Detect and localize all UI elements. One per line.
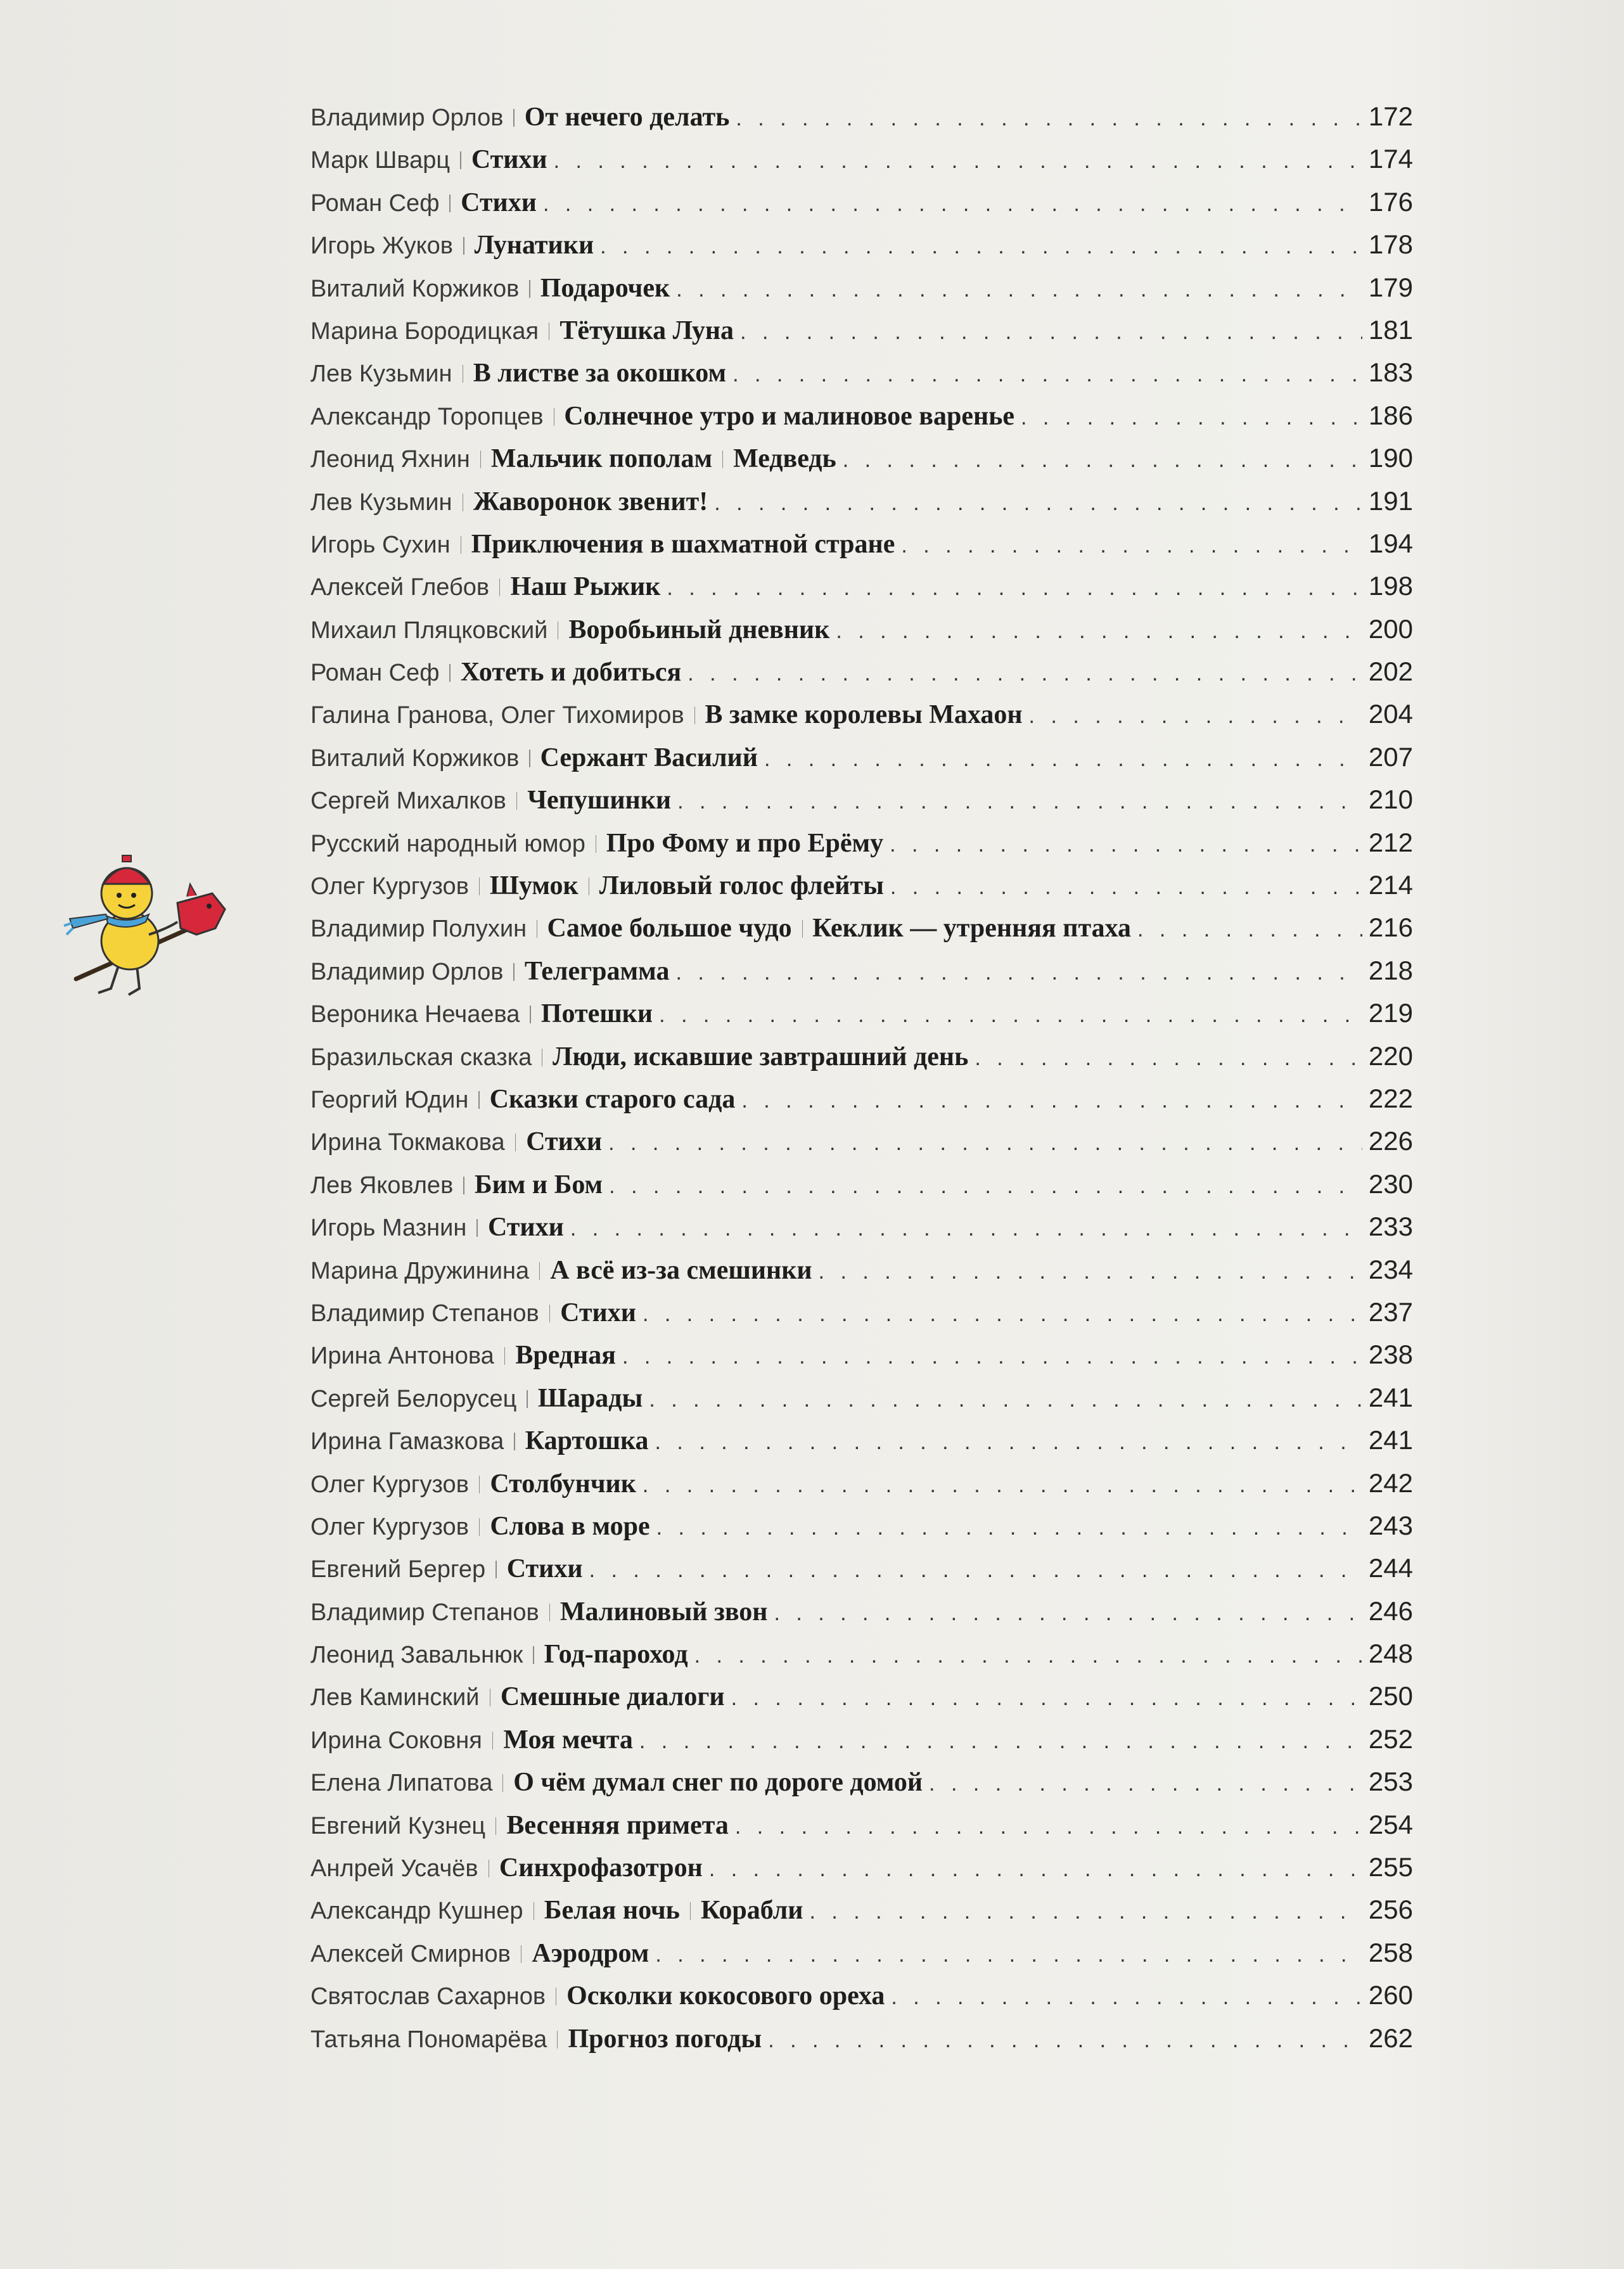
work-title: Воробьиный дневник: [568, 615, 830, 644]
author-name: Ирина Антонова: [310, 1343, 494, 1370]
leader-dots: [731, 1686, 1362, 1711]
separator-bar: [529, 750, 530, 767]
leader-dots: [843, 448, 1362, 473]
author-name: Лев Кузьмин: [310, 489, 452, 516]
work-title: Стихи: [488, 1213, 564, 1243]
work-title: Телеграмма: [524, 956, 670, 986]
author-name: Виталий Коржиков: [310, 275, 520, 302]
author-name: Ирина Гамазкова: [310, 1428, 504, 1455]
page-number: 179: [1368, 272, 1413, 302]
work-title: Шарады: [537, 1383, 643, 1413]
toc-entry: [310, 1083, 1413, 1126]
page-number: 241: [1368, 1425, 1413, 1455]
separator-bar: [449, 195, 451, 212]
table-of-contents: [310, 101, 1413, 2066]
toc-entry: [310, 1211, 1413, 1254]
author-name: Евгений Бергер: [310, 1556, 486, 1583]
leader-dots: [891, 1985, 1362, 2010]
author-name: Вероника Нечаева: [310, 1001, 520, 1028]
leader-dots: [741, 1089, 1362, 1113]
separator-bar: [529, 280, 530, 298]
author-name: Олег Кургузов: [310, 1471, 469, 1498]
page-number: 242: [1368, 1467, 1413, 1498]
toc-entry: [310, 870, 1413, 912]
toc-entry: [310, 1169, 1413, 1211]
page-number: 200: [1368, 613, 1413, 644]
page-number: 214: [1368, 870, 1413, 900]
work-title: Год-пароход: [544, 1640, 688, 1670]
leader-dots: [554, 149, 1362, 174]
toc-entry: [310, 699, 1413, 741]
leader-dots: [643, 1473, 1362, 1498]
separator-bar: [515, 1134, 516, 1151]
page-number: 204: [1368, 699, 1413, 729]
page-number: 230: [1368, 1168, 1413, 1199]
work-title: Тётушка Луна: [559, 316, 734, 345]
separator-bar: [514, 1433, 515, 1450]
work-title: Стихи: [506, 1554, 583, 1584]
work-title: В листве за окошком: [473, 359, 727, 388]
page-number: 243: [1368, 1510, 1413, 1540]
work-title: Прогноз погоды: [568, 2024, 762, 2054]
toc-entry: [310, 1511, 1413, 1553]
author-name: Лев Кузьмин: [310, 361, 452, 388]
leader-dots: [774, 1601, 1362, 1626]
toc-entry: [310, 1895, 1413, 1937]
page-number: 202: [1368, 656, 1413, 687]
toc-entry: [310, 1255, 1413, 1297]
work-title: Наш Рыжик: [510, 572, 661, 602]
page-number: 250: [1368, 1681, 1413, 1711]
separator-bar: [463, 237, 464, 255]
separator-bar: [516, 792, 517, 810]
author-name: Олег Кургузов: [310, 1513, 469, 1540]
work-title: Кеклик — утренняя птаха: [812, 914, 1132, 943]
work-title: Сказки старого сада: [489, 1084, 736, 1114]
page-number: 207: [1368, 741, 1413, 772]
author-name: Игорь Мазнин: [310, 1215, 467, 1242]
leader-dots: [589, 1558, 1362, 1583]
toc-entry: [310, 1383, 1413, 1425]
leader-dots: [677, 789, 1362, 814]
leader-dots: [676, 278, 1362, 302]
author-name: Святослав Сахарнов: [310, 1983, 546, 2010]
author-name: Ирина Токмакова: [310, 1129, 505, 1156]
work-title: Бим и Бом: [474, 1170, 603, 1199]
work-title: Слова в море: [490, 1511, 650, 1541]
leader-dots: [1137, 917, 1362, 942]
separator-bar: [502, 1774, 503, 1792]
leader-dots: [655, 1430, 1362, 1455]
separator-bar: [492, 1732, 493, 1749]
work-title: Люди, искавшие завтрашний день: [553, 1042, 969, 1071]
page-number: 181: [1368, 314, 1413, 345]
page-number: 252: [1368, 1723, 1413, 1754]
author-name: Георгий Юдин: [310, 1086, 469, 1113]
page-number: 194: [1368, 528, 1413, 558]
leader-dots: [570, 1217, 1362, 1241]
separator-bar: [549, 1305, 550, 1322]
leader-dots: [609, 1174, 1362, 1199]
author-name: Анлрей Усачёв: [310, 1855, 478, 1882]
toc-entry: [310, 1596, 1413, 1639]
toc-entry: [310, 528, 1413, 571]
page-number: 174: [1368, 144, 1413, 174]
leader-dots: [694, 1644, 1362, 1668]
separator-bar: [722, 451, 723, 468]
work-title: Про Фому и про Ерёму: [606, 828, 884, 858]
work-title: Лиловый голос флейты: [599, 871, 884, 901]
author-name: Бразильская сказка: [310, 1044, 532, 1071]
toc-entry: [310, 144, 1413, 186]
page-number: 178: [1368, 229, 1413, 260]
toc-entry: [310, 912, 1413, 955]
leader-dots: [732, 362, 1362, 387]
leader-dots: [639, 1729, 1362, 1754]
page-number: 210: [1368, 784, 1413, 815]
toc-entry: [310, 956, 1413, 998]
work-title: Медведь: [733, 444, 836, 474]
toc-entry: [310, 1980, 1413, 2023]
page-number: 226: [1368, 1126, 1413, 1156]
toc-entry: [310, 101, 1413, 144]
work-title: Солнечное утро и малиновое варенье: [564, 401, 1015, 431]
page-number: 172: [1368, 101, 1413, 131]
separator-bar: [513, 963, 514, 981]
toc-entry: [310, 443, 1413, 485]
page-number: 260: [1368, 1980, 1413, 2010]
author-name: Алексей Глебов: [310, 574, 490, 601]
toc-entry: [310, 1126, 1413, 1168]
toc-entry: [310, 1639, 1413, 1681]
work-title: Мальчик пополам: [490, 444, 713, 474]
leader-dots: [901, 534, 1362, 558]
author-name: Алексей Смирнов: [310, 1940, 511, 1967]
leader-dots: [819, 1260, 1362, 1284]
toc-entry: [310, 742, 1413, 784]
page-number: 253: [1368, 1767, 1413, 1797]
page-number: 238: [1368, 1339, 1413, 1370]
leader-dots: [675, 961, 1362, 985]
leader-dots: [1021, 406, 1362, 430]
work-title: Смешные диалоги: [500, 1682, 725, 1712]
work-title: Корабли: [701, 1896, 803, 1926]
toc-entry: [310, 614, 1413, 656]
author-name: Роман Сеф: [310, 660, 440, 687]
leader-dots: [809, 1900, 1362, 1924]
work-title: Малиновый звон: [559, 1597, 768, 1627]
work-title: Осколки кокосового ореха: [566, 1981, 885, 2011]
author-name: Русский народный юмор: [310, 830, 585, 857]
page-number: 254: [1368, 1809, 1413, 1839]
separator-bar: [499, 578, 500, 596]
page-number: 256: [1368, 1895, 1413, 1925]
page-number: 234: [1368, 1254, 1413, 1284]
separator-bar: [557, 2031, 558, 2048]
leader-dots: [709, 1857, 1362, 1882]
separator-bar: [478, 1091, 479, 1109]
author-name: Олег Кургузов: [310, 873, 469, 900]
page-number: 222: [1368, 1083, 1413, 1113]
leader-dots: [764, 747, 1362, 772]
toc-entry: [310, 1681, 1413, 1723]
page-number: 255: [1368, 1852, 1413, 1882]
leader-dots: [975, 1046, 1362, 1071]
toc-entry: [310, 1553, 1413, 1595]
leader-dots: [543, 192, 1362, 217]
toc-entry: [310, 1810, 1413, 1852]
page-number: 237: [1368, 1296, 1413, 1327]
leader-dots: [1029, 704, 1362, 729]
separator-bar: [539, 1262, 540, 1280]
page-number: 246: [1368, 1595, 1413, 1626]
work-title: Шумок: [489, 871, 579, 901]
work-title: От нечего делать: [524, 103, 730, 132]
page-number: 186: [1368, 400, 1413, 430]
separator-bar: [480, 451, 481, 468]
work-title: Белая ночь: [544, 1896, 680, 1926]
page-number: 198: [1368, 571, 1413, 601]
work-title: В замке королевы Махаон: [705, 700, 1023, 730]
work-title: Жаворонок звенит!: [473, 487, 708, 516]
separator-bar: [479, 1518, 480, 1536]
author-name: Александр Торопцев: [310, 403, 544, 430]
cartoon-character-on-hobby-horse-icon: [60, 833, 231, 1004]
author-name: Владимир Степанов: [310, 1599, 539, 1626]
leader-dots: [608, 1131, 1362, 1156]
work-title: Подарочек: [540, 273, 670, 303]
page-number: 258: [1368, 1937, 1413, 1967]
author-name: Леонид Яхнин: [310, 446, 470, 473]
work-title: Вредная: [515, 1341, 616, 1371]
page-number: 220: [1368, 1040, 1413, 1071]
leader-dots: [740, 320, 1362, 345]
author-name: Лев Каминский: [310, 1684, 480, 1711]
leader-dots: [929, 1772, 1362, 1796]
toc-entry: [310, 828, 1413, 870]
author-name: Евгений Кузнец: [310, 1812, 486, 1839]
author-name: Владимир Орлов: [310, 958, 504, 985]
author-name: Лев Яковлев: [310, 1172, 454, 1199]
toc-entry: [310, 571, 1413, 613]
leader-dots: [656, 1516, 1362, 1540]
work-title: О чём думал снег по дороге домой: [513, 1768, 923, 1798]
leader-dots: [890, 875, 1362, 900]
separator-bar: [694, 706, 695, 724]
page-number: 216: [1368, 912, 1413, 943]
separator-bar: [549, 1604, 550, 1621]
work-title: Аэродром: [532, 1938, 649, 1968]
toc-entry: [310, 187, 1413, 229]
page-number: 218: [1368, 955, 1413, 985]
work-title: Лунатики: [474, 231, 594, 260]
work-title: Картошка: [525, 1426, 649, 1456]
toc-entry: [310, 229, 1413, 272]
separator-bar: [496, 1561, 497, 1578]
leader-dots: [890, 833, 1362, 857]
author-name: Галина Гранова, Олег Тихомиров: [310, 702, 684, 729]
toc-entry: [310, 998, 1413, 1040]
separator-bar: [460, 151, 461, 169]
work-title: Хотеть и добиться: [460, 658, 682, 687]
work-title: Синхрофазотрон: [499, 1853, 703, 1883]
separator-bar: [513, 109, 514, 127]
separator-bar: [504, 1347, 506, 1365]
author-name: Марк Шварц: [310, 147, 451, 174]
separator-bar: [476, 1219, 478, 1237]
leader-dots: [714, 491, 1362, 516]
toc-entry: [310, 1297, 1413, 1339]
toc-entry: [310, 1468, 1413, 1511]
leader-dots: [667, 576, 1362, 601]
author-name: Леонид Завальнюк: [310, 1642, 523, 1669]
author-name: Сергей Белорусец: [310, 1385, 517, 1412]
author-name: Владимир Полухин: [310, 916, 527, 943]
leader-dots: [687, 662, 1362, 686]
toc-entry: [310, 1767, 1413, 1809]
separator-bar: [463, 1177, 464, 1194]
separator-bar: [479, 878, 480, 895]
work-title: Чепушинки: [527, 786, 672, 815]
work-title: Самое большое чудо: [547, 914, 792, 943]
leader-dots: [735, 1815, 1362, 1839]
page-number: 190: [1368, 443, 1413, 473]
page-number: 248: [1368, 1639, 1413, 1669]
author-name: Александр Кушнер: [310, 1898, 523, 1925]
work-title: Моя мечта: [503, 1725, 633, 1754]
toc-entry: [310, 1852, 1413, 1895]
work-title: Столбунчик: [490, 1469, 636, 1499]
work-title: Стихи: [526, 1127, 603, 1157]
author-name: Ирина Соковня: [310, 1727, 482, 1754]
toc-entry: [310, 2023, 1413, 2066]
separator-bar: [690, 1902, 691, 1920]
page-number: 241: [1368, 1382, 1413, 1412]
page-number: 191: [1368, 485, 1413, 516]
work-title: Сержант Василий: [540, 743, 758, 772]
author-name: Виталий Коржиков: [310, 745, 520, 772]
separator-bar: [449, 664, 450, 682]
toc-entry: [310, 656, 1413, 699]
work-title: Стихи: [560, 1298, 636, 1327]
author-name: Роман Сеф: [310, 189, 440, 217]
leader-dots: [659, 1003, 1362, 1028]
author-name: Владимир Степанов: [310, 1300, 539, 1327]
author-name: Татьяна Пономарёва: [310, 2026, 547, 2053]
page-number: 262: [1368, 2023, 1413, 2053]
leader-dots: [736, 106, 1362, 131]
toc-entry: [310, 1041, 1413, 1083]
toc-entry: [310, 1339, 1413, 1382]
leader-dots: [649, 1388, 1362, 1412]
toc-entry: [310, 315, 1413, 357]
author-name: Елена Липатова: [310, 1770, 493, 1797]
toc-entry: [310, 486, 1413, 528]
work-title: Потешки: [540, 999, 653, 1029]
page-number: 183: [1368, 357, 1413, 388]
leader-dots: [768, 2028, 1362, 2053]
author-name: Сергей Михалков: [310, 788, 506, 815]
page-number: 212: [1368, 827, 1413, 857]
toc-entry: [310, 1425, 1413, 1467]
work-title: Приключения в шахматной стране: [471, 529, 895, 559]
toc-entry: [310, 357, 1413, 400]
leader-dots: [622, 1345, 1362, 1369]
toc-entry: [310, 784, 1413, 827]
work-title: Весенняя примета: [506, 1810, 729, 1840]
work-title: Стихи: [471, 145, 547, 175]
leader-dots: [655, 1943, 1362, 1967]
work-title: Стихи: [461, 188, 537, 217]
page-number: 219: [1368, 998, 1413, 1028]
work-title: А всё из-за смешинки: [550, 1255, 812, 1285]
author-name: Марина Дружинина: [310, 1257, 530, 1284]
toc-entry: [310, 1724, 1413, 1767]
author-name: Владимир Орлов: [310, 105, 504, 131]
toc-entry: [310, 1938, 1413, 1980]
page-number: 244: [1368, 1553, 1413, 1583]
leader-dots: [836, 619, 1362, 644]
toc-entry: [310, 400, 1413, 443]
page-number: 176: [1368, 186, 1413, 217]
page-number: 233: [1368, 1211, 1413, 1242]
author-name: Игорь Жуков: [310, 233, 453, 260]
author-name: Марина Бородицкая: [310, 317, 539, 345]
separator-bar: [533, 1646, 534, 1664]
separator-bar: [479, 1476, 480, 1493]
author-name: Игорь Сухин: [310, 531, 451, 558]
leader-dots: [600, 234, 1362, 259]
leader-dots: [643, 1302, 1362, 1327]
toc-entry: [310, 272, 1413, 315]
author-name: Михаил Пляцковский: [310, 617, 548, 644]
